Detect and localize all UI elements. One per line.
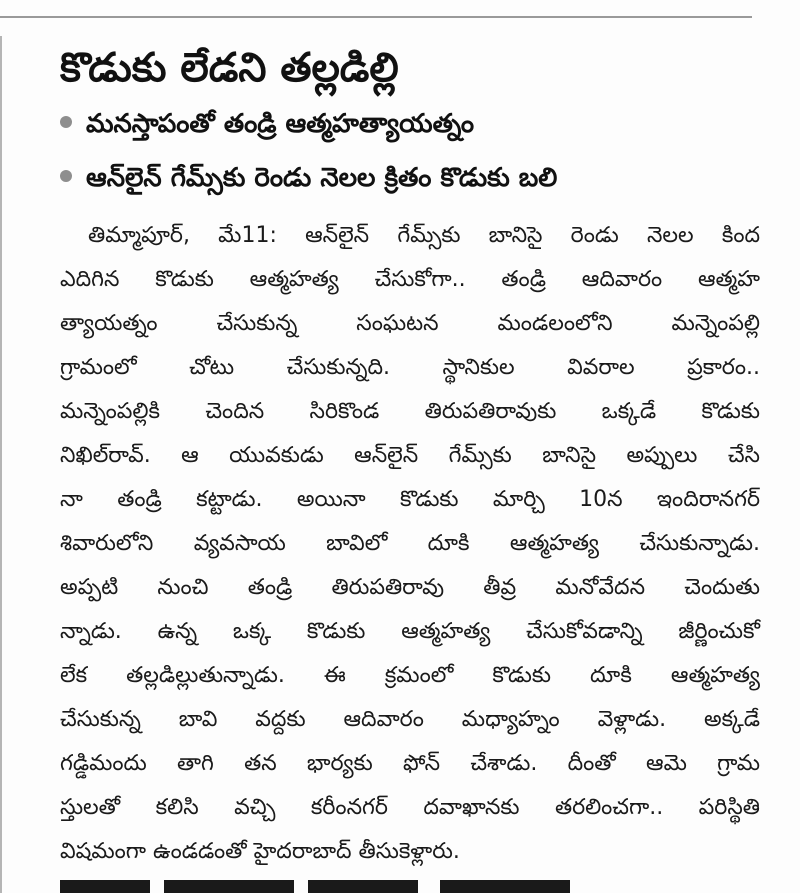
body-line: ఎదిగిన కొడుకు ఆత్మహత్య చేసుకోగా.. తండ్రి ఆదివారం ఆత్మహ: [60, 267, 760, 292]
body-line: శివారులోని వ్యవసాయ బావిలో దూకి ఆత్మహత్య చేసుకున్నాడు.: [60, 531, 760, 556]
body-line: నిఖిల్‌రావ్. ఆ యువకుడు ఆన్‌లైన్ గేమ్స్‌కు బానిసై అప్పులు చేసి: [60, 443, 760, 468]
body-line: మన్నెంపల్లికి చెందిన సిరికొండ తిరుపతిరావుకు ఒక్కడే కొడుకు: [60, 399, 760, 424]
subheadline-2: [60, 160, 557, 196]
left-column-divider: [0, 36, 2, 893]
body-line: తిమ్మాపూర్, మే11: ఆన్‌లైన్ గేమ్స్‌కు బానిసై రెండు నెలల కింద: [88, 223, 760, 248]
body-line: చేసుకున్న బావి వద్దకు ఆదివారం మధ్యాహ్నం వెళ్లాడు. అక్కడే: [60, 707, 760, 732]
body-line: లేక తల్లడిల్లుతున్నాడు. ఈ క్రమంలో కొడుకు దూకి ఆత్మహత్య: [60, 663, 760, 688]
body-line: అప్పటి నుంచి తండ్రి తిరుపతిరావు తీవ్ర మనోవేదన చెందుతు: [60, 575, 760, 600]
subheadline-1: [60, 106, 474, 142]
body-line: స్తులతో కలిసి వచ్చి కరీంనగర్ దవాఖానకు తరలించగా.. పరిస్థితి: [60, 795, 760, 820]
article-headline: కొడుకు లేడని తల్లడిల్లి: [60, 45, 399, 91]
bullet-dot-icon: [60, 170, 72, 182]
cropped-next-headline: [60, 874, 580, 893]
subheadline-text: మనస్తాపంతో తండ్రి ఆత్మహత్యాయత్నం: [86, 109, 475, 139]
cropped-glyph-fragment: [440, 880, 570, 893]
cropped-glyph-fragment: [60, 880, 150, 893]
body-line: గడ్డిమందు తాగి తన భార్యకు ఫోన్ చేశాడు. దీంతో ఆమె గ్రామ: [60, 751, 760, 776]
subheadline-text: ఆన్‌లైన్ గేమ్స్‌కు రెండు నెలల క్రితం కొడుకు బలి: [86, 163, 558, 193]
cropped-glyph-fragment: [308, 880, 418, 893]
body-line: న్నాడు. ఉన్న ఒక్క కొడుకు ఆత్మహత్య చేసుకోవడాన్ని జీర్ణించుకో: [60, 619, 760, 644]
body-line: గ్రామంలో చోటు చేసుకున్నది. స్థానికుల వివరాల ప్రకారం..: [60, 355, 760, 380]
cropped-glyph-fragment: [164, 880, 294, 893]
top-divider: [0, 16, 752, 18]
body-line: విషమంగా ఉండడంతో హైదరాబాద్ తీసుకెళ్లారు.: [60, 839, 460, 864]
body-line: త్యాయత్నం చేసుకున్న సంఘటన మండలంలోని మన్నెంపల్లి: [60, 311, 760, 336]
body-line: నా తండ్రి కట్టాడు. అయినా కొడుకు మార్చి 10న ఇందిరానగర్: [60, 487, 760, 512]
article-body: [60, 214, 760, 874]
bullet-dot-icon: [60, 116, 72, 128]
